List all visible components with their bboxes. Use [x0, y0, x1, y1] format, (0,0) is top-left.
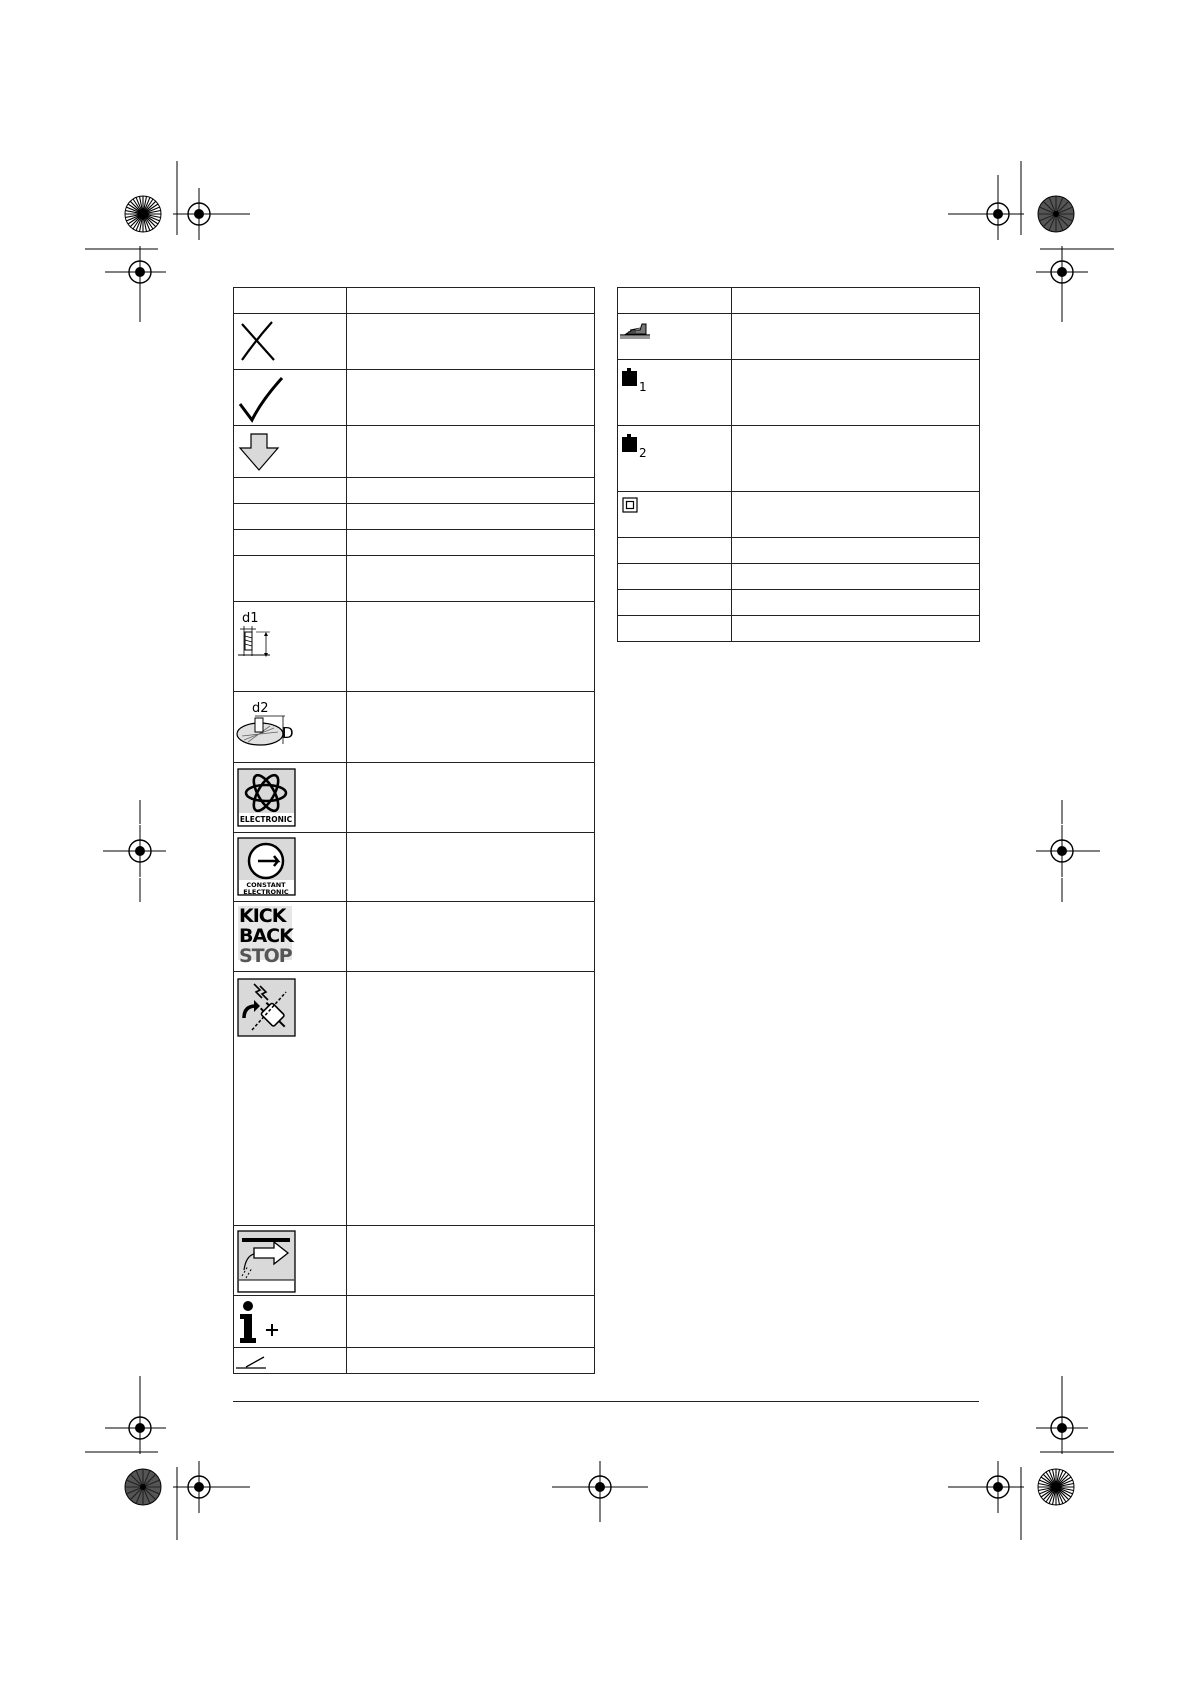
meaning-cell — [347, 902, 595, 972]
arrow-down-icon — [234, 426, 294, 474]
table-row — [618, 314, 980, 360]
table-row — [618, 492, 980, 538]
table-row — [234, 314, 595, 370]
kickback-line-2: BACK — [239, 925, 293, 947]
table-row — [234, 1296, 595, 1348]
symbol-cell — [234, 763, 347, 833]
x-mark-icon — [234, 314, 294, 366]
cutter-diameter-d1-icon — [234, 602, 294, 662]
weight-1-label: 1 — [639, 380, 647, 394]
meaning-cell — [347, 314, 595, 370]
table-row — [234, 972, 595, 1226]
meaning-cell — [347, 556, 595, 602]
electronic-label: ELECTRONIC — [239, 815, 293, 824]
constant-electronic-label-2: ELECTRONIC — [243, 888, 289, 896]
meaning-cell — [347, 833, 595, 902]
symbol-cell — [234, 530, 347, 556]
table-row — [234, 426, 595, 478]
symbol-cell — [618, 590, 732, 616]
symbol-table-left — [233, 287, 595, 1374]
table-row — [234, 602, 595, 692]
symbol-cell — [618, 616, 732, 642]
symbol-cell — [618, 538, 732, 564]
table-row — [234, 1348, 595, 1374]
table-row — [234, 763, 595, 833]
symbol-cell — [234, 426, 347, 478]
symbol-cell — [234, 478, 347, 504]
header-cell-symbol — [234, 288, 347, 314]
symbol-table-right — [617, 287, 980, 642]
meaning-cell — [347, 972, 595, 1226]
meaning-cell — [347, 504, 595, 530]
kickback-stop-icon — [238, 905, 293, 967]
table-row — [618, 360, 980, 426]
kickback-line-3: STOP — [239, 945, 292, 967]
meaning-cell — [347, 1348, 595, 1374]
table-row — [618, 590, 980, 616]
symbol-cell — [618, 314, 732, 360]
meaning-cell — [732, 426, 980, 492]
table-row — [234, 556, 595, 602]
D-label: D — [282, 724, 294, 742]
symbol-cell — [234, 692, 347, 763]
symbol-cell — [618, 492, 732, 538]
electronic-atom-icon — [234, 763, 298, 829]
header-cell-meaning — [347, 288, 595, 314]
symbol-cell — [234, 1296, 347, 1348]
meaning-cell — [347, 478, 595, 504]
meaning-cell — [347, 530, 595, 556]
table-header-row — [618, 288, 980, 314]
battery-weight-2-icon — [618, 426, 658, 460]
restart-protection-plug-icon — [234, 972, 298, 1042]
d2-label: d2 — [252, 701, 269, 716]
meaning-cell — [347, 602, 595, 692]
meaning-cell — [347, 426, 595, 478]
table-row — [618, 616, 980, 642]
meaning-cell — [732, 564, 980, 590]
symbol-cell — [618, 426, 732, 492]
meaning-cell — [347, 370, 595, 426]
d1-label: d1 — [242, 611, 259, 626]
protection-class-ii-icon — [618, 492, 648, 518]
symbol-cell — [234, 972, 347, 1226]
table-row — [234, 902, 595, 972]
table-row — [234, 504, 595, 530]
weight-2-label: 2 — [639, 446, 647, 460]
meaning-cell — [732, 590, 980, 616]
table-row — [234, 370, 595, 426]
constant-electronic-icon — [234, 833, 298, 899]
switch-toggle-icon — [234, 1348, 274, 1372]
table-row — [234, 833, 595, 902]
symbol-cell — [234, 1226, 347, 1296]
table-header-row — [234, 288, 595, 314]
symbol-cell — [234, 902, 347, 972]
meaning-cell — [732, 360, 980, 426]
table-row — [618, 426, 980, 492]
table-row — [618, 538, 980, 564]
symbol-cell — [234, 370, 347, 426]
kickback-line-1: KICK — [239, 905, 286, 927]
symbol-cell — [234, 1348, 347, 1374]
check-mark-icon — [234, 370, 294, 424]
table-row — [234, 530, 595, 556]
symbol-cell — [234, 504, 347, 530]
symbol-cell — [618, 360, 732, 426]
header-cell-symbol — [618, 288, 732, 314]
symbol-cell — [234, 314, 347, 370]
symbol-cell — [234, 833, 347, 902]
symbol-cell — [618, 564, 732, 590]
motor-brake-arrow-icon — [234, 1226, 298, 1294]
footer-rule — [233, 1401, 979, 1402]
meaning-cell — [347, 1226, 595, 1296]
meaning-cell — [347, 763, 595, 833]
table-row — [234, 692, 595, 763]
header-cell-meaning — [732, 288, 980, 314]
meaning-cell — [347, 692, 595, 763]
guide-foot-icon — [618, 314, 658, 344]
table-row — [618, 564, 980, 590]
meaning-cell — [732, 492, 980, 538]
meaning-cell — [732, 314, 980, 360]
meaning-cell — [732, 538, 980, 564]
meaning-cell — [732, 616, 980, 642]
battery-weight-1-icon — [618, 360, 658, 394]
info-plus-icon — [234, 1296, 294, 1346]
saw-blade-d2-D-icon — [234, 692, 304, 752]
table-row — [234, 478, 595, 504]
symbol-cell — [234, 602, 347, 692]
constant-electronic-label: CONSTANT — [246, 881, 286, 889]
meaning-cell — [347, 1296, 595, 1348]
symbol-cell — [234, 556, 347, 602]
table-row — [234, 1226, 595, 1296]
